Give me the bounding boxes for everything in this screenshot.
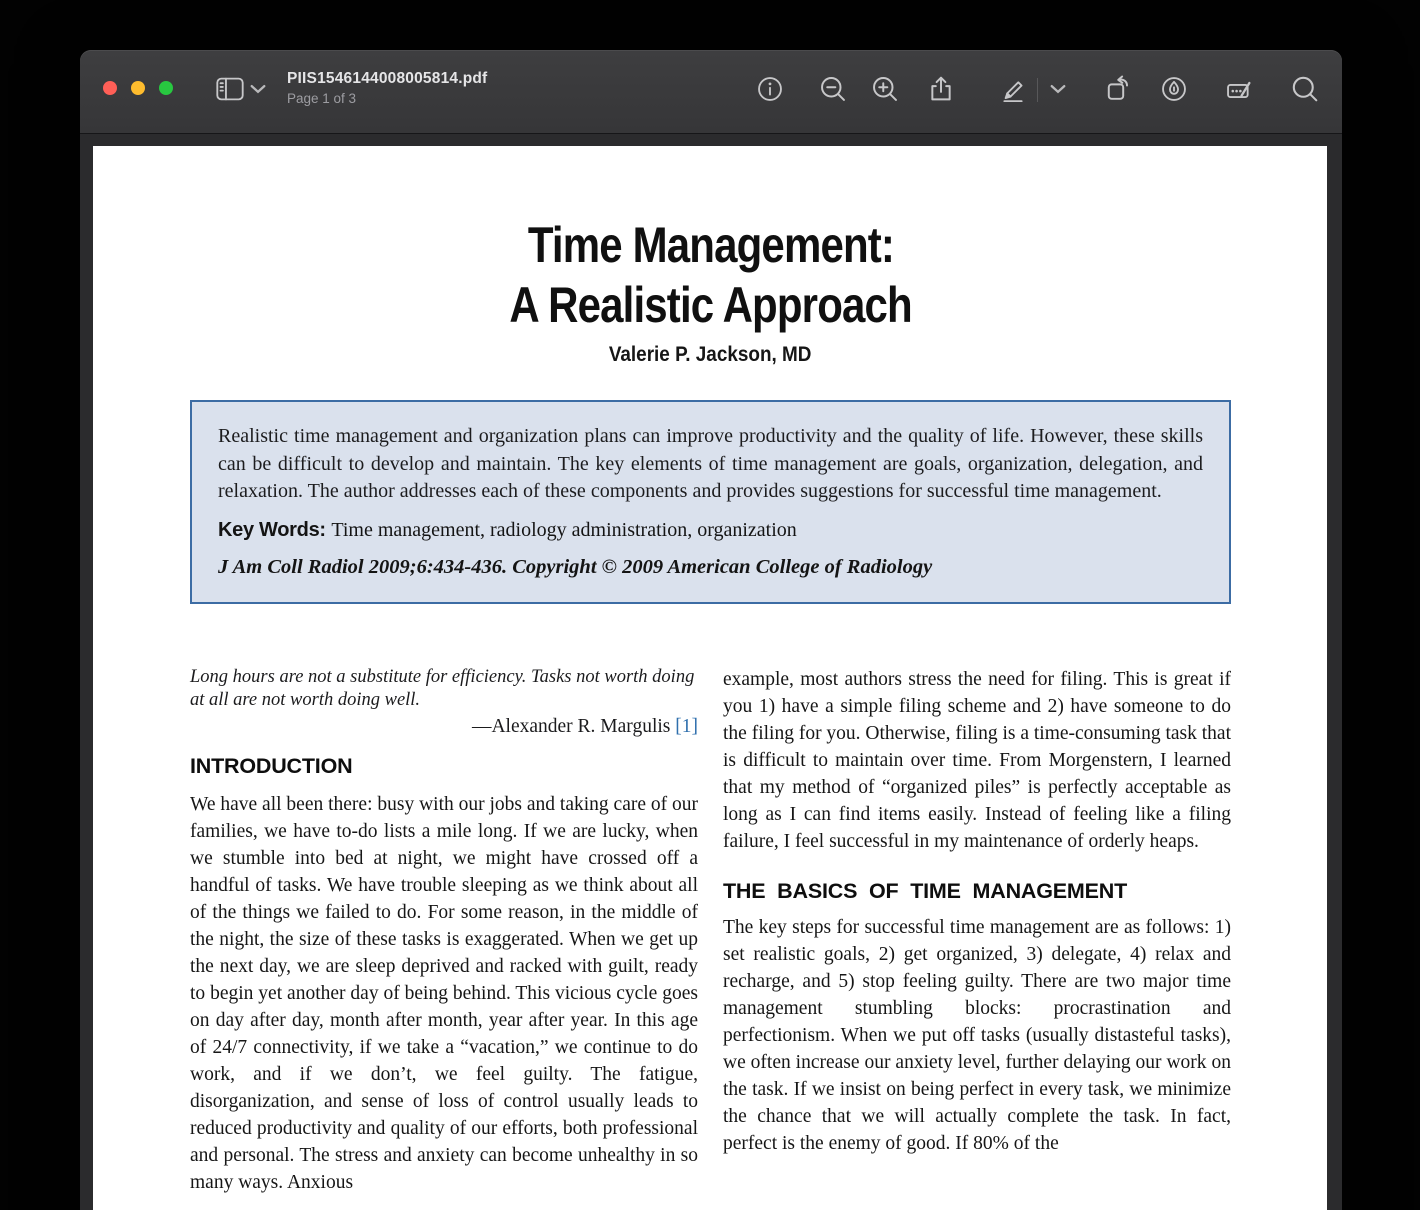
zoom-out-icon[interactable] (818, 74, 848, 104)
markup-pencil-icon[interactable] (998, 74, 1028, 104)
info-icon[interactable] (755, 74, 785, 104)
pdf-page[interactable] (93, 146, 1327, 1210)
basics-paragraph: The key steps for successful time management are as follows: 1) set realistic goals, 2) get organized, 3) delegate, 4) relax and recharge, and 5) stop feeling guilty. There are two major time management stumbling blocks: procrastination and perfectionism. When we put off tasks (usually distasteful tasks), we often increase our anxiety level, further delaying our work on the task. If we insist on being perfect in every task, we minimize the chance that we will actually complete the task. In fact, perfect is the enemy of good. If 80% of the (723, 916, 1231, 1154)
preview-window (80, 50, 1342, 1210)
epigraph-quote: Long hours are not a substitute for efficiency. Tasks not worth doing at all are not worth doing well. (190, 666, 695, 710)
form-fill-icon[interactable] (1224, 74, 1254, 104)
introduction-heading: INTRODUCTION (190, 753, 353, 778)
close-button[interactable] (103, 81, 117, 95)
zoom-in-icon[interactable] (870, 74, 900, 104)
basics-heading: THE BASICS OF TIME MANAGEMENT (723, 878, 1128, 903)
keywords-text: Time management, radiology administration, organization (331, 518, 797, 541)
sidebar-chevron-down-icon[interactable] (250, 84, 266, 94)
markup-chevron-down-icon[interactable] (1050, 84, 1066, 94)
draw-icon[interactable] (1159, 74, 1189, 104)
left-column (190, 666, 698, 1210)
column2-paragraph: example, most authors stress the need for filing. This is great if you 1) have a simple filing scheme and 2) have someone to do the filing for you. Otherwise, filing is a time-consuming task that is difficult to maintain over time. From Morgenstern, I learned that my method of “organized piles” is perfectly acceptable as long as I can find items easily. Instead of feeling like a filing failure, I feel successful in my maintenance of orderly heaps. (723, 668, 1231, 852)
minimize-button[interactable] (131, 81, 145, 95)
article-title (190, 215, 1231, 335)
title-bar[interactable] (80, 50, 1342, 134)
toolbar-divider (1037, 78, 1038, 102)
reference-link-1[interactable]: [1] (675, 715, 698, 737)
citation-line: J Am Coll Radiol 2009;6:434-436. Copyright © 2009 American College of Radiology (218, 555, 933, 578)
rotate-left-icon[interactable] (1103, 74, 1133, 104)
sidebar-icon[interactable] (215, 74, 245, 104)
abstract-box (190, 400, 1231, 604)
page-indicator: Page 1 of 3 (287, 90, 357, 106)
search-icon[interactable] (1290, 74, 1320, 104)
abstract-text: Realistic time management and organization plans can improve productivity and the quality of life. However, these skills can be difficult to develop and maintain. The key elements of time management are goals, organization, delegation, and relaxation. The author addresses each of these components and provides suggestions for successful time management. (218, 425, 1203, 502)
keywords-line (218, 517, 1203, 544)
epigraph-attribution: —Alexander R. Margulis [1] (471, 715, 698, 737)
share-icon[interactable] (926, 74, 956, 104)
article-title-line2: A Realistic Approach (509, 277, 912, 333)
fullscreen-button[interactable] (159, 81, 173, 95)
introduction-paragraph: We have all been there: busy with our jobs and taking care of our families, we have to-do lists a mile long. If we are lucky, when we stumble into bed at night, we might have crossed off a handful of tasks. We have trouble sleeping as we think about all of the things we failed to do. For some reason, in the middle of the night, the size of these tasks is exaggerated. When we get up the next day, we are sleep deprived and racked with guilt, ready to begin yet another day of being behind. This vicious cycle goes on day after day, month after month, year after year. In this age of 24/7 connectivity, if we take a “vacation,” we continue to do work, and if we don’t, we feel guilty. The fatigue, disorganization, and sense of loss of control usually leads to reduced productivity and quality of our efforts, both professional and personal. The stress and anxiety can become unhealthy in so many ways. Anxious (190, 793, 698, 1193)
two-column-body (190, 666, 1231, 1210)
window-title-group (287, 71, 487, 105)
article-author: Valerie P. Jackson, MD (609, 342, 812, 366)
document-filename: PIIS1546144008005814.pdf (287, 70, 488, 87)
right-column (723, 666, 1231, 1210)
article-title-line1: Time Management: (527, 217, 894, 273)
keywords-label: Key Words: (218, 518, 326, 541)
